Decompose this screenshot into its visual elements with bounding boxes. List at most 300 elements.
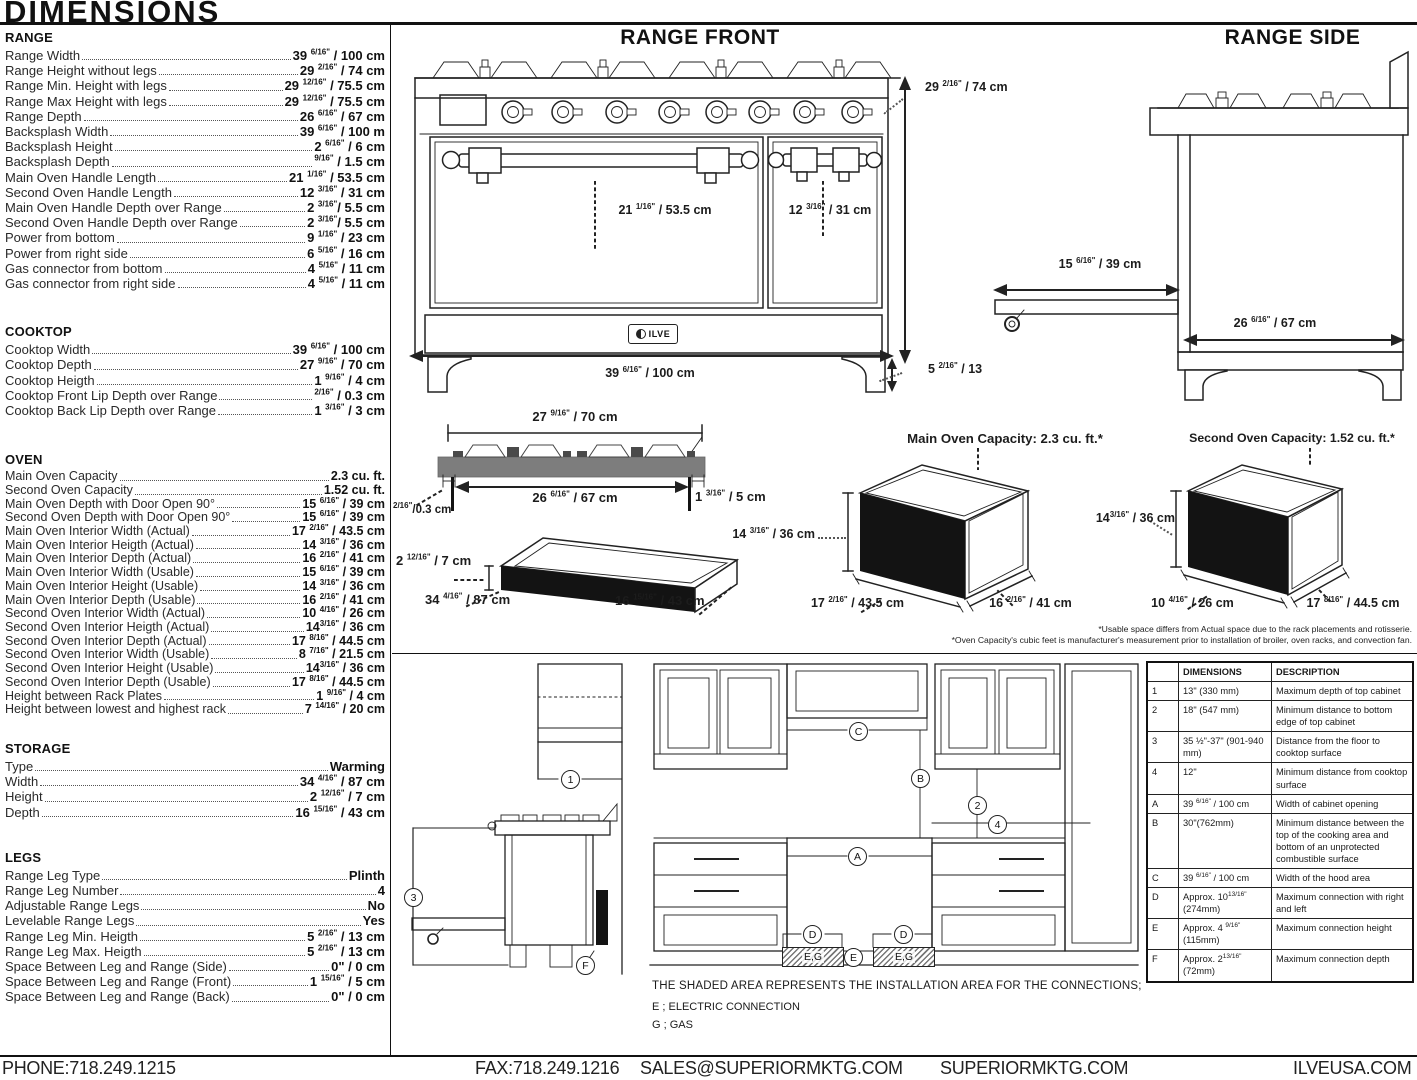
dotted-leader (102, 879, 347, 880)
spec-value: Plinth (348, 867, 385, 883)
spec-label: Type (5, 758, 34, 774)
spec-row (5, 215, 385, 230)
dotted-leader (110, 135, 298, 136)
spec-row (5, 805, 385, 820)
spec-value: 26 $^{6/16"}$ / 67 cm (299, 108, 385, 124)
electric-connection-note: E ; ELECTRIC CONNECTION (652, 1001, 800, 1013)
spec-label: Range Leg Max. Heigth (5, 943, 142, 959)
spec-value: 2 $^{12/16"}$ / 7 cm (309, 789, 385, 805)
spec-value: 5 $^{2/16"}$ / 13 cm (307, 943, 385, 959)
install-table-row (1147, 794, 1413, 813)
col-dimensions: DIMENSIONS (1179, 662, 1272, 682)
spec-value: $14^{3/16"} / 36$ cm (305, 618, 385, 634)
row-id: A (1147, 794, 1179, 813)
footnote-capacity: *Oven Capacity's cubic feet is manufacturer's measurement prior to installation of broiler, oven racks, and convection fan. (951, 635, 1412, 645)
spec-label: Cooktop Front Lip Depth over Range (5, 387, 218, 403)
spec-value: 39 $^{6/16"}$ / 100 cm (292, 341, 385, 358)
spec-value: 10 $^{4/16"}$ / 26 cm (302, 605, 385, 621)
spec-value: 4 (377, 882, 385, 898)
spec-label: Space Between Leg and Range (Front) (5, 974, 232, 990)
spec-value: 7 $^{14/16"}$ / 20 cm (304, 701, 385, 717)
dotted-leader (193, 562, 300, 563)
spec-label: Space Between Leg and Range (Side) (5, 958, 227, 974)
spec-value: 34 $^{4/16"}$ / 87 cm (299, 773, 385, 790)
gas-connection-note: G ; GAS (652, 1019, 693, 1031)
spec-label: Range Min. Height with legs (5, 78, 167, 94)
row-description: Minimum distance to bottom edge of top cabinet (1272, 701, 1414, 732)
dotted-leader (218, 414, 312, 415)
knobs (502, 101, 872, 123)
dotted-leader (135, 494, 322, 495)
dotted-leader (35, 770, 328, 771)
spec-value: 15 $^{6/16"}$ / 39 cm (302, 495, 385, 511)
spec-value: 16 $^{2/16"}$ / 41 cm (302, 591, 385, 607)
spec-label: Power from bottom (5, 230, 115, 246)
spec-value: 14 $^{3/16"}$ / 36 cm (302, 536, 385, 552)
marker-a: A (848, 847, 867, 866)
second-oven-title: Second Oven Capacity: 1.52 cu. ft.* (1189, 431, 1395, 445)
spec-row (5, 78, 385, 93)
spec-row (5, 989, 385, 1004)
spec-value: 29 $^{12/16"}$ / 75.5 cm (284, 93, 385, 109)
cooktop-frontlip-dim: $^{2/16"}$/0.3 cm (393, 501, 452, 516)
dotted-leader (120, 894, 375, 895)
spec-label: Main Oven Capacity (5, 469, 118, 484)
dotted-leader (92, 353, 290, 354)
spec-value: 27 $^{9/16"}$ / 70 cm (299, 357, 385, 373)
spec-row (5, 185, 385, 200)
marker-d-right: D (894, 925, 913, 944)
footer-email: SALES@SUPERIORMKTG.COM (640, 1058, 903, 1078)
row-id: 4 (1147, 763, 1179, 794)
spec-row (5, 759, 385, 774)
row-dimension: Approx. 4 $^{9/16"}$ (115mm) (1179, 919, 1272, 950)
spec-row (5, 357, 385, 372)
spec-value: 29 $^{12/16"}$ / 75.5 cm (284, 78, 385, 94)
spec-value: 0" / 0 cm (331, 958, 385, 974)
dotted-leader (84, 120, 298, 121)
col-description: DESCRIPTION (1272, 662, 1414, 682)
side-door-dim: 15 $^{6/16"}$ / 39 cm (1058, 255, 1142, 271)
spec-label: Cooktop Depth (5, 357, 92, 373)
spec-row (5, 898, 385, 913)
dotted-leader (228, 713, 303, 714)
connection-area-right (873, 947, 935, 967)
main-oven-depth-dim: 16 $^{2/16"}$ / 41 cm (989, 594, 1072, 610)
spec-row (5, 124, 385, 139)
spec-label: Depth (5, 804, 40, 820)
dotted-leader (97, 384, 313, 385)
spec-row (5, 868, 385, 883)
dotted-leader (42, 816, 294, 817)
title-rule (0, 22, 1417, 25)
spec-label: Gas connector from right side (5, 276, 176, 292)
spec-value: No (367, 898, 385, 914)
dotted-leader (120, 480, 329, 481)
dotted-leader (233, 985, 308, 986)
spec-value: 39 $^{6/16"}$ / 100 cm (292, 47, 385, 63)
row-id: B (1147, 813, 1179, 868)
spec-value: 17 $^{2/16"}$ / 43.5 cm (291, 522, 385, 539)
spec-section-title: COOKTOP (5, 324, 72, 340)
cooktop-span-dim: 26 $^{6/16"}$ / 67 cm (532, 489, 618, 505)
row-id: 1 (1147, 682, 1179, 701)
spec-section (5, 850, 385, 1005)
main-oven-width-dim: 17 $^{2/16"}$ / 43.5 cm (810, 594, 905, 610)
spec-section-title: LEGS (5, 849, 42, 865)
row-dimension: 35 ½"-37" (901-940 mm) (1179, 732, 1272, 763)
spec-row (5, 261, 385, 276)
spec-label: Second Oven Interior Depth (Usable) (5, 674, 211, 689)
row-description: Distance from the floor to cooktop surface (1272, 732, 1414, 763)
second-oven-height-dim: $14^{3/16"} / 36$ cm (1095, 509, 1175, 525)
dotted-leader (196, 548, 300, 549)
dotted-leader (45, 801, 308, 802)
spec-row (5, 929, 385, 944)
dotted-leader (200, 590, 300, 591)
install-table-header (1147, 662, 1413, 682)
dotted-leader (174, 196, 298, 197)
dotted-leader (112, 166, 313, 167)
dotted-leader (140, 940, 305, 941)
row-dimension: 13" (330 mm) (1179, 682, 1272, 701)
spec-value: 1 $^{15/16"}$ / 5 cm (309, 973, 385, 990)
spec-value: 16 $^{2/16"}$ / 41 cm (302, 550, 385, 566)
spec-row (5, 63, 385, 78)
spec-label: Height between Rack Plates (5, 688, 163, 703)
row-dimension: 18" (547 mm) (1179, 701, 1272, 732)
spec-row (5, 974, 385, 989)
range-width-dim: 39 $^{6/16"}$ / 100 cm (605, 364, 695, 380)
dotted-leader (196, 576, 300, 577)
dotted-leader (178, 287, 306, 288)
spec-section (5, 30, 385, 291)
spec-label: Main Oven Interior Width (Usable) (5, 565, 194, 580)
spec-row (5, 403, 385, 418)
spec-label: Height between lowest and highest rack (5, 702, 226, 717)
install-table-row (1147, 919, 1413, 950)
spec-label: Adjustable Range Legs (5, 898, 140, 914)
storage-drawer-drawing (445, 528, 785, 638)
spec-row (5, 230, 385, 245)
spec-row (5, 944, 385, 959)
row-id: F (1147, 950, 1179, 982)
spec-sections (5, 30, 385, 1005)
spec-label: Second Oven Depth with Door Open 90° (5, 510, 231, 525)
dotted-leader (224, 211, 305, 212)
dotted-leader (215, 672, 303, 673)
row-description: Maximum connection depth (1272, 950, 1414, 982)
spec-value: 2 $^{6/16"}$ / 6 cm (314, 138, 385, 155)
row-dimension: Approx. $10^{13/16"}$ (274mm) (1179, 888, 1272, 919)
range-side-title: RANGE SIDE (1224, 26, 1361, 49)
dotted-leader (144, 955, 305, 956)
install-table-row (1147, 869, 1413, 888)
row-dimension: Approx. $2^{13/16"}$ (72mm) (1179, 950, 1272, 982)
dotted-leader (165, 272, 306, 273)
install-table-row (1147, 682, 1413, 701)
dotted-leader (94, 369, 298, 370)
spec-label: Height (5, 789, 43, 805)
spec-row (5, 342, 385, 357)
dotted-leader (159, 74, 298, 75)
footer-phone: PHONE:718.249.1215 (2, 1058, 176, 1078)
row-id: 3 (1147, 732, 1179, 763)
main-oven-height-dim: 14 $^{3/16"}$ / 36 cm (732, 525, 815, 541)
spec-row (5, 109, 385, 124)
install-table (1146, 661, 1414, 983)
spec-label: Range Height without legs (5, 63, 157, 79)
cooktop-backlip-dim: 1 $^{3/16"}$ / 5 cm (695, 488, 766, 504)
dotted-leader (211, 658, 297, 659)
spec-label: Main Oven Interior Height (Usable) (5, 578, 199, 593)
marker-c: C (849, 722, 868, 741)
column-divider (390, 23, 391, 1056)
dotted-leader (229, 970, 329, 971)
spec-label: Main Oven Interior Depth (Usable) (5, 592, 196, 607)
main-handle-dim: 21 $^{1/16"}$ / 53.5 cm (618, 201, 712, 217)
connection-area-label: E,G (803, 951, 823, 963)
install-table-body (1147, 682, 1413, 982)
spec-section-title: STORAGE (5, 740, 71, 756)
spec-value: 4 $^{5/16"}$ / 11 cm (307, 260, 385, 276)
brand-badge (628, 324, 678, 344)
spec-label: Second Oven Handle Length (5, 184, 172, 200)
install-side-drawing (398, 656, 648, 991)
spec-value: 8 $^{7/16"}$ / 21.5 cm (298, 646, 385, 662)
spec-label: Backsplash Depth (5, 154, 110, 170)
spec-row (5, 883, 385, 898)
main-oven-title: Main Oven Capacity: 2.3 cu. ft.* (907, 431, 1103, 446)
dotted-leader (197, 603, 300, 604)
dotted-leader (115, 150, 313, 151)
spec-label: Range Leg Type (5, 867, 101, 883)
storage-depth-dim: 16 $^{15/16"}$ / 43 cm (615, 592, 705, 608)
row-id: 2 (1147, 701, 1179, 732)
spec-label: Levelable Range Legs (5, 913, 135, 929)
range-height-dim: 29 $^{2/16"}$ / 74 cm (925, 78, 1008, 94)
connection-area-label: E,G (894, 951, 914, 963)
dotted-leader (217, 507, 300, 508)
row-dimension: 39 $^{6/16"}$ / 100 cm (1179, 869, 1272, 888)
spec-label: Second Oven Interior Depth (Actual) (5, 633, 207, 648)
marker-b: B (911, 769, 930, 788)
dotted-leader (40, 785, 298, 786)
spec-section-title: RANGE (5, 30, 53, 45)
row-id: D (1147, 888, 1179, 919)
spec-section-title: OVEN (5, 452, 43, 468)
spec-label: Second Oven Interior Width (Usable) (5, 647, 210, 662)
spec-row (5, 703, 385, 717)
range-front-title: RANGE FRONT (620, 26, 780, 49)
marker-2: 2 (968, 796, 987, 815)
install-table-row (1147, 888, 1413, 919)
second-oven-depth-dim: 17 $^{8/16"}$ / 44.5 cm (1306, 594, 1400, 610)
spec-row (5, 139, 385, 154)
install-table-row (1147, 732, 1413, 763)
spec-label: Cooktop Back Lip Depth over Range (5, 403, 217, 419)
spec-row (5, 170, 385, 185)
row-description: Width of cabinet opening (1272, 794, 1414, 813)
spec-row (5, 959, 385, 974)
spec-label: Cooktop Heigth (5, 372, 95, 388)
brand-logo-icon (636, 329, 646, 339)
spec-label: Range Max Height with legs (5, 93, 167, 109)
dotted-leader (117, 242, 305, 243)
col-id (1147, 662, 1179, 682)
range-side-drawing (983, 48, 1415, 410)
dotted-leader (136, 925, 360, 926)
spec-label: Main Oven Depth with Door Open 90° (5, 496, 215, 511)
row-dimension: 39 $^{6/16"}$ / 100 cm (1179, 794, 1272, 813)
storage-width-dim: 34 $^{4/16"}$ / 87 cm (425, 591, 511, 607)
spec-value: 15 $^{6/16"}$ / 39 cm (302, 509, 385, 525)
spec-row (5, 94, 385, 109)
spec-value: 2.3 cu. ft. (330, 469, 385, 484)
spec-row (5, 246, 385, 261)
spec-value: 9 $^{1/16"}$ / 23 cm (307, 230, 385, 246)
spec-label: Range Depth (5, 108, 82, 124)
leg-height-dim: 5 $^{2/16"}$ / 13 (928, 360, 983, 376)
install-table-row (1147, 763, 1413, 794)
spec-label: Range Leg Min. Heigth (5, 928, 138, 944)
section-divider (392, 653, 1417, 654)
dotted-leader (141, 909, 365, 910)
dotted-leader (164, 699, 314, 700)
spec-row (5, 774, 385, 789)
dotted-leader (211, 631, 304, 632)
spec-row (5, 913, 385, 928)
storage-height-dim: 2 $^{12/16"}$ / 7 cm (396, 552, 472, 568)
marker-4: 4 (988, 815, 1007, 834)
spec-label: Range Leg Number (5, 882, 119, 898)
page-title: DIMENSIONS (4, 0, 221, 29)
spec-value: 4 $^{5/16"}$ / 11 cm (307, 275, 385, 292)
spec-value: Warming (329, 758, 385, 774)
spec-row (5, 388, 385, 403)
footer-brand-site: ILVEUSA.COM (1293, 1058, 1412, 1078)
spec-value: 1 $^{9/16"}$ / 4 cm (314, 372, 385, 388)
spec-value: 0" / 0 cm (331, 989, 385, 1005)
dotted-leader (169, 105, 283, 106)
dotted-leader (232, 1001, 329, 1002)
second-handle-dim: 12 $^{3/16"}$ / 31 cm (788, 201, 872, 217)
row-description: Maximum connection height (1272, 919, 1414, 950)
dotted-leader (209, 644, 290, 645)
spec-label: Main Oven Handle Length (5, 169, 157, 185)
dotted-leader (240, 226, 305, 227)
spec-label: Backsplash Width (5, 124, 109, 140)
spec-row (5, 48, 385, 63)
side-depth-dim: 26 $^{6/16"}$ / 67 cm (1233, 314, 1317, 330)
spec-label: Second Oven Interior Height (Usable) (5, 661, 214, 676)
spec-value: 29 $^{2/16"}$ / 74 cm (299, 62, 385, 79)
row-description: Maximum depth of top cabinet (1272, 682, 1414, 701)
dotted-leader (219, 399, 312, 400)
spec-value: 21 $^{1/16"}$ / 53.5 cm (289, 169, 385, 185)
spec-value: $14^{3/16"} / 36$ cm (305, 659, 385, 676)
row-description: Minimum distance between the top of the cooking area and bottom of an unprotected combustible surface (1272, 813, 1414, 868)
spec-section (5, 324, 385, 418)
marker-f: F (576, 956, 595, 975)
dotted-leader (192, 535, 290, 536)
spec-value: 17 $^{8/16"}$ / 44.5 cm (291, 632, 385, 648)
spec-row (5, 154, 385, 169)
row-description: Minimum distance from cooktop surface (1272, 763, 1414, 794)
spec-label: Second Oven Interior Heigth (Actual) (5, 620, 210, 634)
spec-label: Main Oven Interior Depth (Actual) (5, 551, 192, 566)
row-dimension: 30"(762mm) (1179, 813, 1272, 868)
spec-value: 15 $^{6/16"}$ / 39 cm (302, 564, 385, 580)
footer-fax: FAX:718.249.1216 (475, 1058, 620, 1078)
dotted-leader (207, 617, 300, 618)
marker-1: 1 (561, 770, 580, 789)
spec-value: $^{2/16"}$ / 0.3 cm (314, 387, 385, 403)
spec-row (5, 373, 385, 388)
brand-logo-text: ILVE (648, 329, 671, 339)
spec-value: 14 $^{3/16"}$ / 36 cm (302, 577, 385, 593)
spec-label: Second Oven Capacity (5, 482, 133, 497)
shaded-area-note: THE SHADED AREA REPRESENTS THE INSTALLATION AREA FOR THE CONNECTIONS; (652, 980, 1142, 992)
spec-value: 12 $^{3/16"}$ / 31 cm (299, 184, 385, 200)
footer-website: SUPERIORMKTG.COM (940, 1058, 1129, 1078)
spec-value: 16 $^{15/16"}$ / 43 cm (295, 804, 385, 820)
spec-value: 6 $^{5/16"}$ / 16 cm (307, 245, 385, 261)
row-description: Maximum connection with right and left (1272, 888, 1414, 919)
spec-value: $^{9/16"}$ / 1.5 cm (314, 154, 385, 170)
dotted-leader (158, 181, 287, 182)
spec-label: Main Oven Interior Heigth (Actual) (5, 537, 194, 552)
marker-e: E (844, 948, 863, 967)
connection-area-left (782, 947, 844, 967)
row-description: Width of the hood area (1272, 869, 1414, 888)
spec-section (5, 741, 385, 820)
spec-value: 2 $^{3/16"}$/ 5.5 cm (307, 199, 385, 216)
spec-value: 1.52 cu. ft. (323, 482, 385, 497)
dotted-leader (232, 521, 300, 522)
row-dimension: 12" (1179, 763, 1272, 794)
spec-label: Main Oven Interior Width (Actual) (5, 524, 190, 539)
spec-label: Second Oven Interior Width (Actual) (5, 606, 206, 621)
spec-value: 1 $^{3/16"}$ / 3 cm (314, 402, 385, 419)
footer-rule (0, 1055, 1417, 1057)
row-id: E (1147, 919, 1179, 950)
spec-section (5, 452, 385, 717)
range-front-drawing (403, 40, 918, 400)
second-oven-width-dim: 10 $^{4/16"}$ / 26 cm (1151, 594, 1234, 610)
install-table-row (1147, 813, 1413, 868)
spec-row (5, 789, 385, 804)
spec-value: 5 $^{2/16"}$ / 13 cm (307, 928, 385, 944)
install-table-row (1147, 701, 1413, 732)
spec-label: Second Oven Handle Depth over Range (5, 215, 238, 231)
spec-row (5, 200, 385, 215)
spec-value: 2 $^{3/16"}$/ 5.5 cm (307, 214, 385, 231)
dotted-leader (82, 59, 290, 60)
spec-value: Yes (362, 913, 385, 929)
dotted-leader (130, 257, 305, 258)
spec-value: 17 $^{8/16"}$ / 44.5 cm (291, 673, 385, 689)
marker-d-left: D (803, 925, 822, 944)
spec-label: Main Oven Handle Depth over Range (5, 200, 222, 216)
spec-row (5, 276, 385, 291)
cooktop-width-dim: 27 $^{9/16"}$ / 70 cm (532, 408, 618, 424)
spec-label: Space Between Leg and Range (Back) (5, 989, 230, 1005)
spec-label: Range Width (5, 48, 81, 63)
spec-label: Cooktop Width (5, 342, 91, 358)
footnote-usable: *Usable space differs from Actual space due to the rack placements and rotisserie. (1098, 624, 1412, 634)
dotted-leader (169, 90, 283, 91)
